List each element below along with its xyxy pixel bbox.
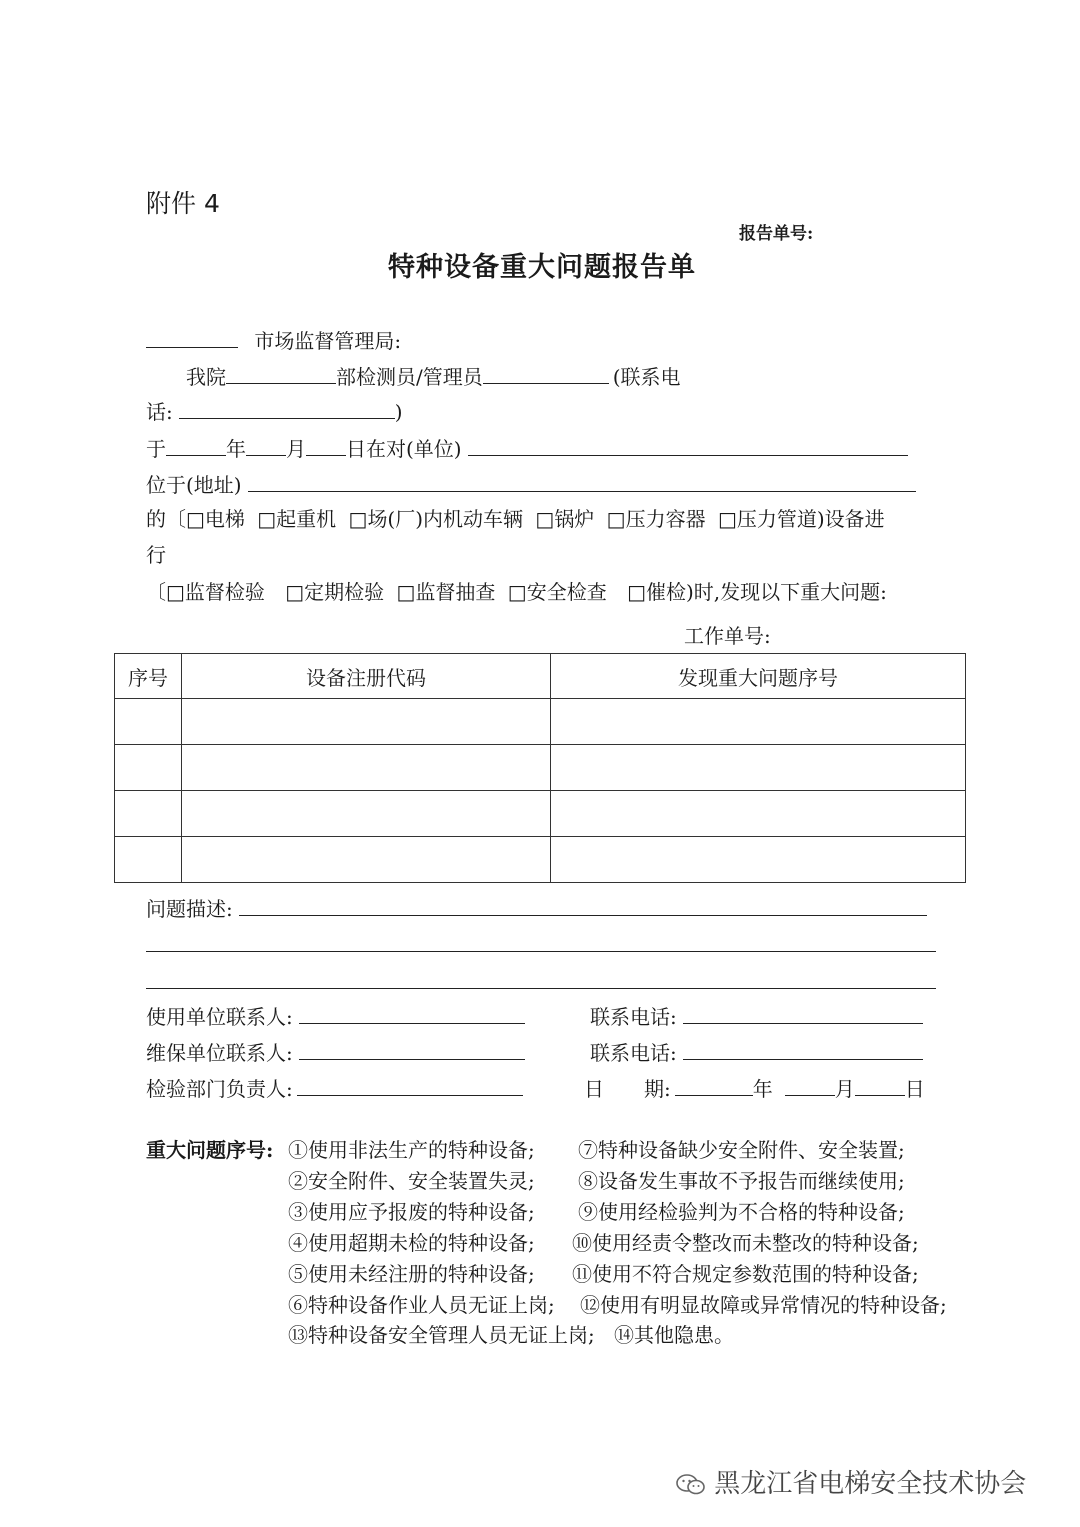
user-contact-line bbox=[146, 1003, 525, 1029]
addressee-line bbox=[146, 327, 401, 353]
user-phone-label: 联系电话: bbox=[590, 1005, 677, 1029]
legend-item: ⑬特种设备安全管理人员无证上岗; bbox=[288, 1323, 595, 1347]
table-cell[interactable] bbox=[551, 699, 966, 745]
equipment-type-line bbox=[146, 507, 885, 531]
sign-date-line bbox=[584, 1075, 925, 1101]
problem-description-field[interactable] bbox=[239, 895, 927, 916]
table-row bbox=[115, 791, 966, 837]
inspector-role-text: 部检测员/管理员 bbox=[336, 365, 483, 389]
report-number-label: 报告单号: bbox=[739, 224, 814, 244]
annex-label: 附件 4 bbox=[146, 189, 220, 218]
address-field[interactable] bbox=[248, 471, 916, 492]
dept-head-label: 检验部门负责人: bbox=[146, 1077, 293, 1101]
label-periodic-inspection: 定期检验 bbox=[304, 580, 385, 604]
maint-contact-label: 维保单位联系人: bbox=[146, 1041, 293, 1065]
watermark bbox=[676, 1463, 1026, 1500]
table-cell[interactable] bbox=[115, 699, 182, 745]
year-field[interactable] bbox=[166, 435, 226, 456]
table-cell[interactable] bbox=[115, 837, 182, 883]
label-spot-check: 监督抽查 bbox=[415, 580, 496, 604]
checkbox-pressure-vessel[interactable]: □ bbox=[606, 507, 626, 531]
inspection-suffix: )时,发现以下重大问题: bbox=[685, 580, 887, 604]
user-phone-line bbox=[590, 1003, 923, 1029]
description-line-3[interactable] bbox=[146, 988, 936, 989]
page-title: 特种设备重大问题报告单 bbox=[388, 252, 696, 283]
legend-item: ⑫使用有明显故障或异常情况的特种设备; bbox=[580, 1293, 947, 1317]
date-unit-line bbox=[146, 435, 908, 461]
legend-item: ④使用超期未检的特种设备; bbox=[288, 1231, 535, 1255]
sign-month-field[interactable] bbox=[785, 1075, 835, 1096]
table-header-row bbox=[115, 654, 966, 699]
legend-item: ⑩使用经责令整改而未整改的特种设备; bbox=[572, 1231, 919, 1255]
checkbox-vehicle[interactable]: □ bbox=[348, 507, 368, 531]
sign-date-label: 日 期: bbox=[584, 1077, 671, 1101]
maint-phone-field[interactable] bbox=[683, 1039, 923, 1060]
dept-head-line bbox=[146, 1075, 523, 1101]
label-safety-check: 安全检查 bbox=[526, 580, 607, 604]
legend-heading: 重大问题序号: bbox=[146, 1138, 274, 1162]
phone-label: 话: bbox=[146, 400, 173, 424]
label-pressure-vessel: 压力容器 bbox=[625, 507, 706, 531]
checkbox-supervision-inspection[interactable]: □ bbox=[166, 580, 185, 604]
table-row bbox=[115, 745, 966, 791]
date-prefix: 于 bbox=[146, 437, 166, 461]
checkbox-safety-check[interactable]: □ bbox=[507, 580, 527, 604]
table-cell[interactable] bbox=[115, 745, 182, 791]
col-header-seq: 序号 bbox=[115, 654, 182, 699]
maint-phone-line bbox=[590, 1039, 923, 1065]
bureau-name-field[interactable] bbox=[146, 327, 238, 348]
day-field[interactable] bbox=[306, 435, 346, 456]
col-header-issue-no: 发现重大问题序号 bbox=[551, 654, 966, 699]
legend-item: ③使用应予报废的特种设备; bbox=[288, 1200, 535, 1224]
user-phone-field[interactable] bbox=[683, 1003, 923, 1024]
maint-contact-line bbox=[146, 1039, 525, 1065]
sign-month-unit: 月 bbox=[834, 1077, 855, 1101]
year-unit: 年 bbox=[226, 437, 246, 461]
month-unit: 月 bbox=[286, 437, 306, 461]
month-field[interactable] bbox=[246, 435, 286, 456]
maint-contact-field[interactable] bbox=[299, 1039, 525, 1060]
sign-day-field[interactable] bbox=[855, 1075, 905, 1096]
legend-item: ⑤使用未经注册的特种设备; bbox=[288, 1262, 535, 1286]
checkbox-crane[interactable]: □ bbox=[257, 507, 277, 531]
table-row bbox=[115, 837, 966, 883]
problem-description-label: 问题描述: bbox=[146, 897, 233, 921]
legend-item: ⑨使用经检验判为不合格的特种设备; bbox=[578, 1200, 905, 1224]
equipment-prefix: 的〔 bbox=[146, 507, 186, 531]
wechat-icon bbox=[676, 1473, 706, 1497]
unit-label: 日在对(单位) bbox=[346, 437, 462, 461]
legend-item: ⑥特种设备作业人员无证上岗; bbox=[288, 1293, 555, 1317]
label-crane: 起重机 bbox=[276, 507, 337, 531]
label-urge-inspection: 催检 bbox=[645, 580, 686, 604]
checkbox-pressure-pipeline[interactable]: □ bbox=[717, 507, 737, 531]
table-cell[interactable] bbox=[182, 699, 551, 745]
problem-description-line bbox=[146, 895, 927, 921]
phone-close-paren: ) bbox=[394, 400, 403, 424]
our-institute-text: 我院 bbox=[186, 365, 226, 389]
label-supervision-inspection: 监督检验 bbox=[184, 580, 265, 604]
inspection-prefix: 〔 bbox=[146, 580, 166, 604]
user-contact-label: 使用单位联系人: bbox=[146, 1005, 293, 1029]
contact-phone-text: (联系电 bbox=[612, 365, 681, 389]
inspector-phone-field[interactable] bbox=[179, 398, 395, 419]
label-elevator: 电梯 bbox=[204, 507, 245, 531]
inspector-name-field[interactable] bbox=[483, 363, 609, 384]
department-field[interactable] bbox=[226, 363, 336, 384]
col-header-reg-code: 设备注册代码 bbox=[182, 654, 551, 699]
label-boiler: 锅炉 bbox=[554, 507, 595, 531]
table-cell[interactable] bbox=[551, 745, 966, 791]
legend-item: ⑧设备发生事故不予报告而继续使用; bbox=[578, 1169, 905, 1193]
address-line bbox=[146, 471, 916, 497]
checkbox-spot-check[interactable]: □ bbox=[396, 580, 416, 604]
equipment-table bbox=[114, 653, 966, 883]
unit-field[interactable] bbox=[468, 435, 908, 456]
table-cell[interactable] bbox=[182, 745, 551, 791]
checkbox-periodic-inspection[interactable]: □ bbox=[285, 580, 305, 604]
maint-phone-label: 联系电话: bbox=[590, 1041, 677, 1065]
table-cell[interactable] bbox=[182, 837, 551, 883]
table-row bbox=[115, 699, 966, 745]
phone-line bbox=[146, 398, 403, 424]
legend-item: ⑭其他隐患。 bbox=[614, 1323, 734, 1347]
label-pressure-pipeline: 压力管道) bbox=[736, 507, 825, 531]
addressee-suffix: 市场监督管理局: bbox=[254, 329, 402, 353]
sign-year-unit: 年 bbox=[752, 1077, 773, 1101]
user-contact-field[interactable] bbox=[299, 1003, 525, 1024]
legend-item: ①使用非法生产的特种设备; bbox=[288, 1138, 535, 1162]
table-cell[interactable] bbox=[551, 791, 966, 837]
line-wrap-text: 行 bbox=[146, 543, 166, 567]
table-cell[interactable] bbox=[115, 791, 182, 837]
table-cell[interactable] bbox=[182, 791, 551, 837]
sign-day-unit: 日 bbox=[904, 1077, 925, 1101]
watermark-text: 黑龙江省电梯安全技术协会 bbox=[714, 1469, 1027, 1499]
dept-head-field[interactable] bbox=[297, 1075, 523, 1096]
checkbox-urge-inspection[interactable]: □ bbox=[627, 580, 646, 604]
work-order-label: 工作单号: bbox=[684, 624, 771, 648]
inspection-type-line bbox=[146, 580, 887, 604]
address-label: 位于(地址) bbox=[146, 473, 242, 497]
table-cell[interactable] bbox=[551, 837, 966, 883]
description-line-2[interactable] bbox=[146, 951, 936, 952]
equipment-suffix: 设备进 bbox=[824, 507, 885, 531]
sign-year-field[interactable] bbox=[675, 1075, 753, 1096]
label-vehicle: 场(厂)内机动车辆 bbox=[367, 507, 524, 531]
inspector-line bbox=[186, 363, 681, 389]
legend-item: ⑪使用不符合规定参数范围的特种设备; bbox=[572, 1262, 919, 1286]
checkbox-boiler[interactable]: □ bbox=[535, 507, 555, 531]
legend-item: ②安全附件、安全装置失灵; bbox=[288, 1169, 535, 1193]
legend-item: ⑦特种设备缺少安全附件、安全装置; bbox=[578, 1138, 905, 1162]
checkbox-elevator[interactable]: □ bbox=[186, 507, 205, 531]
